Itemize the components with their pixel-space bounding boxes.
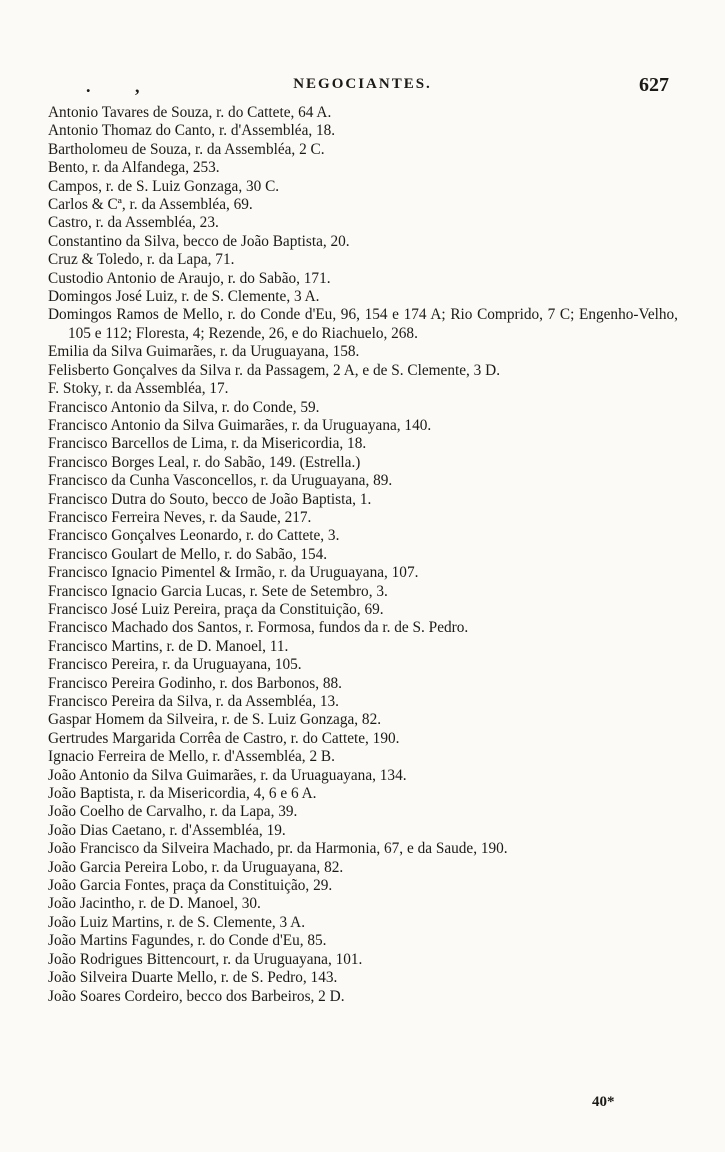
list-item: Bento, r. da Alfandega, 253. bbox=[48, 159, 220, 177]
list-item: Gaspar Homem da Silveira, r. de S. Luiz Gonzaga, 82. bbox=[48, 711, 382, 729]
list-item: Francisco Dutra do Souto, becco de João Baptista, 1. bbox=[48, 490, 372, 508]
list-item: João Jacintho, r. de D. Manoel, 30. bbox=[48, 895, 261, 913]
list-item: João Coelho de Carvalho, r. da Lapa, 39. bbox=[48, 803, 298, 821]
list-item: Francisco Machado dos Santos, r. Formosa, fundos da r. de S. Pedro. bbox=[48, 619, 469, 637]
list-item: João Dias Caetano, r. d'Assembléa, 19. bbox=[48, 821, 286, 839]
list-item: Antonio Tavares de Souza, r. do Cattete, 64 A. bbox=[48, 104, 332, 121]
merchant-list bbox=[48, 104, 678, 1006]
list-item: João Luiz Martins, r. de S. Clemente, 3 A. bbox=[48, 913, 306, 931]
header-marks: . , bbox=[86, 76, 160, 96]
list-item: João Antonio da Silva Guimarães, r. da Uruaguayana, 134. bbox=[48, 766, 407, 784]
list-item: João Soares Cordeiro, becco dos Barbeiros, 2 D. bbox=[48, 987, 345, 1005]
list-item: Francisco Antonio da Silva, r. do Conde, 59. bbox=[48, 398, 320, 416]
list-item: Emilia da Silva Guimarães, r. da Uruguayana, 158. bbox=[48, 343, 360, 361]
list-item: João Silveira Duarte Mello, r. de S. Pedro, 143. bbox=[48, 969, 338, 987]
list-item: Francisco Pereira, r. da Uruguayana, 105. bbox=[48, 656, 302, 674]
list-item: Custodio Antonio de Araujo, r. do Sabão, 171. bbox=[48, 269, 331, 287]
list-item: Francisco Pereira Godinho, r. dos Barbonos, 88. bbox=[48, 674, 342, 692]
list-item: Francisco Pereira da Silva, r. da Assembléa, 13. bbox=[48, 693, 339, 710]
list-item: Francisco Barcellos de Lima, r. da Misericordia, 18. bbox=[48, 435, 367, 453]
list-item: Domingos Ramos de Mello, r. do Conde d'Eu, 96, 154 e 174 A; Rio Comprido, 7 C; Engenho-Velho, 105 e 112; Floresta, 4; Rezende, 26, e do Riachuelo, 268. bbox=[48, 306, 678, 342]
list-item: Francisco Borges Leal, r. do Sabão, 149. (Estrella.) bbox=[48, 453, 361, 471]
list-item: João Garcia Pereira Lobo, r. da Uruguayana, 82. bbox=[48, 858, 344, 876]
list-item: Francisco Gonçalves Leonardo, r. do Cattete, 3. bbox=[48, 527, 340, 545]
list-item: João Rodrigues Bittencourt, r. da Uruguayana, 101. bbox=[48, 950, 363, 968]
list-item: Francisco Martins, r. de D. Manoel, 11. bbox=[48, 637, 289, 655]
list-item: Carlos & Cª, r. da Assembléa, 69. bbox=[48, 196, 253, 214]
list-item: Campos, r. de S. Luiz Gonzaga, 30 C. bbox=[48, 177, 280, 195]
list-item: Francisco Ignacio Garcia Lucas, r. Sete de Setembro, 3. bbox=[48, 582, 388, 600]
list-item: Francisco Ferreira Neves, r. da Saude, 217. bbox=[48, 508, 312, 526]
list-item: João Martins Fagundes, r. do Conde d'Eu, 85. bbox=[48, 932, 327, 950]
page-header bbox=[0, 76, 725, 102]
list-item: Felisberto Gonçalves da Silva r. da Passagem, 2 A, e de S. Clemente, 3 D. bbox=[48, 361, 501, 379]
signature-mark: 40* bbox=[592, 1094, 615, 1110]
list-item: Ignacio Ferreira de Mello, r. d'Assembléa, 2 B. bbox=[48, 748, 335, 766]
list-item: Francisco José Luiz Pereira, praça da Constituição, 69. bbox=[48, 600, 384, 618]
list-item: João Garcia Fontes, praça da Constituição, 29. bbox=[48, 877, 333, 895]
list-item: João Francisco da Silveira Machado, pr. da Harmonia, 67, e da Saude, 190. bbox=[48, 840, 508, 858]
list-item: F. Stoky, r. da Assembléa, 17. bbox=[48, 380, 229, 398]
list-item: Constantino da Silva, becco de João Baptista, 20. bbox=[48, 232, 350, 250]
list-item: Bartholomeu de Souza, r. da Assembléa, 2 C. bbox=[48, 140, 325, 158]
list-item: Antonio Thomaz do Canto, r. d'Assembléa, 18. bbox=[48, 122, 336, 140]
list-item: Francisco Ignacio Pimentel & Irmão, r. da Uruguayana, 107. bbox=[48, 564, 419, 582]
list-item: Gertrudes Margarida Corrêa de Castro, r. do Cattete, 190. bbox=[48, 729, 400, 747]
running-title: NEGOCIANTES. bbox=[293, 76, 432, 92]
list-item: Francisco Goulart de Mello, r. do Sabão, 154. bbox=[48, 545, 328, 563]
list-item: João Baptista, r. da Misericordia, 4, 6 e 6 A. bbox=[48, 785, 317, 803]
list-item: Cruz & Toledo, r. da Lapa, 71. bbox=[48, 251, 235, 269]
list-item: Castro, r. da Assembléa, 23. bbox=[48, 214, 219, 232]
page-number: 627 bbox=[639, 74, 669, 96]
list-item: Francisco Antonio da Silva Guimarães, r. da Uruguayana, 140. bbox=[48, 416, 432, 434]
list-item: Domingos José Luiz, r. de S. Clemente, 3 A. bbox=[48, 288, 320, 306]
list-item: Francisco da Cunha Vasconcellos, r. da Uruguayana, 89. bbox=[48, 472, 393, 490]
